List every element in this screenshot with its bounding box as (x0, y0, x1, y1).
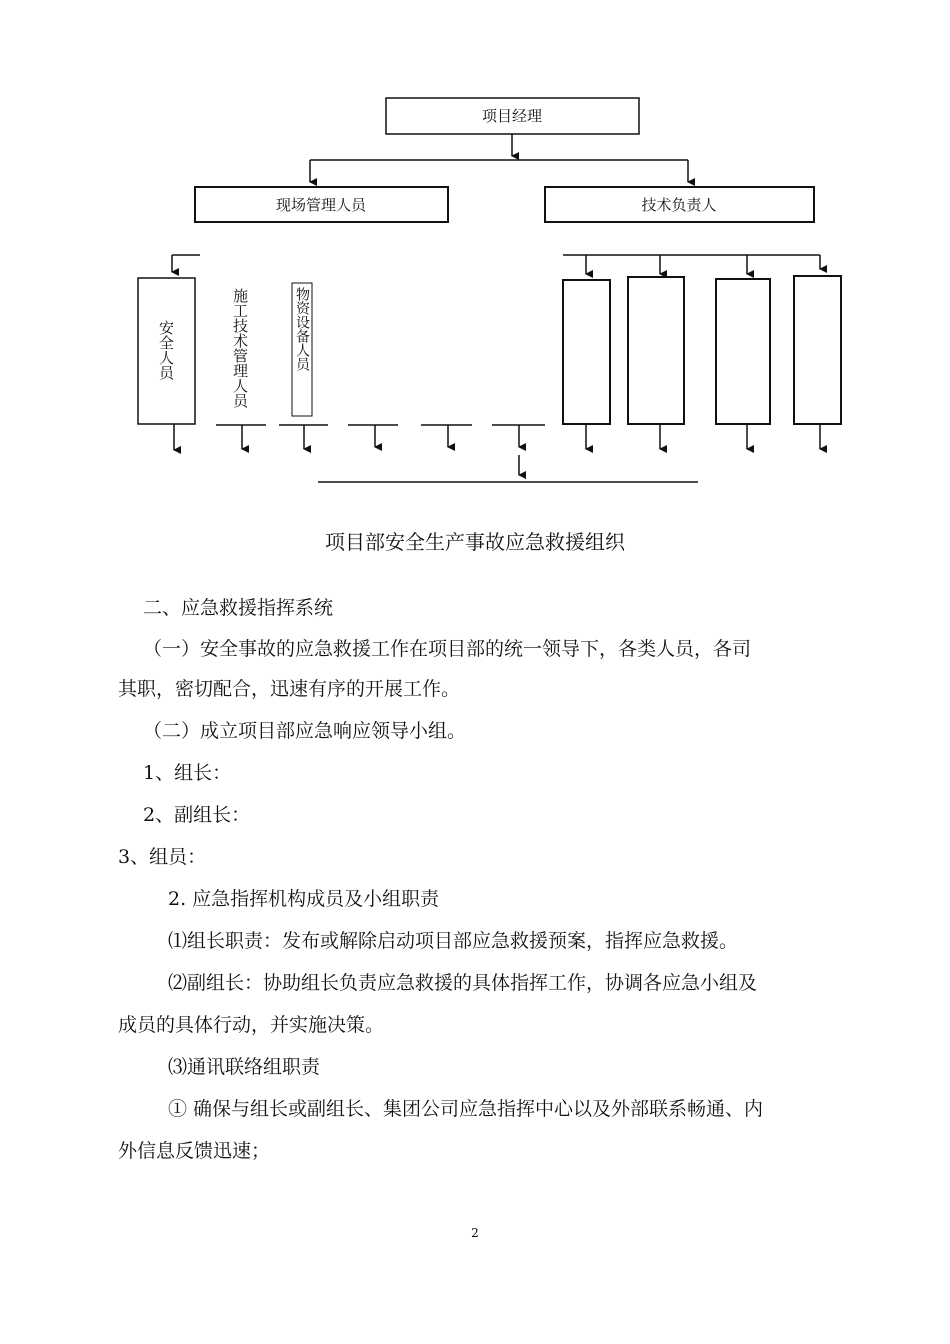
sub-title: 2. 应急指挥机构成员及小组职责 (168, 888, 440, 910)
child-box-r4 (794, 276, 841, 424)
list-item-deputy: 2、副组长： (143, 804, 251, 826)
duty-1: ⑴组长职责：发布或解除启动项目部应急救援预案，指挥应急救援。 (168, 930, 739, 952)
left-branch-label: 现场管理人员 (275, 196, 367, 214)
child-label-safety: 安全人员 (157, 320, 175, 380)
duty-2-line-1: ⑵副组长：协助组长负责应急救援的具体指挥工作，协调各应急小组及 (168, 972, 758, 994)
duty-3-item-1-line-1: ① 确保与组长或副组长、集团公司应急指挥中心以及外部联系畅通、内 (168, 1098, 764, 1120)
child-label-construction: 施工技术管理人员 (231, 288, 249, 408)
page-number: 2 (471, 1226, 479, 1240)
child-label-materials: 物资设备人员 (294, 287, 310, 371)
child-box-r2 (628, 277, 684, 424)
child-box-r3 (716, 279, 770, 424)
list-item-leader: 1、组长： (143, 762, 232, 784)
duty-3-item-1-line-2: 外信息反馈迅速； (118, 1140, 271, 1162)
chart-caption: 项目部安全生产事故应急救援组织 (325, 530, 625, 554)
duty-3: ⑶通讯联络组职责 (168, 1056, 321, 1078)
duty-2-line-2: 成员的具体行动，并实施决策。 (118, 1014, 385, 1036)
child-box-r1 (563, 280, 610, 424)
org-chart (0, 0, 950, 500)
section-title: 二、应急救援指挥系统 (143, 597, 334, 619)
paragraph-1-line-2: 其职，密切配合，迅速有序的开展工作。 (118, 678, 461, 700)
right-branch-label: 技术负责人 (641, 196, 717, 214)
root-node-label: 项目经理 (481, 107, 543, 125)
paragraph-2: （二）成立项目部应急响应领导小组。 (143, 720, 467, 742)
list-item-members: 3、组员： (118, 846, 207, 868)
paragraph-1-line-1: （一）安全事故的应急救援工作在项目部的统一领导下，各类人员，各司 (143, 638, 752, 660)
